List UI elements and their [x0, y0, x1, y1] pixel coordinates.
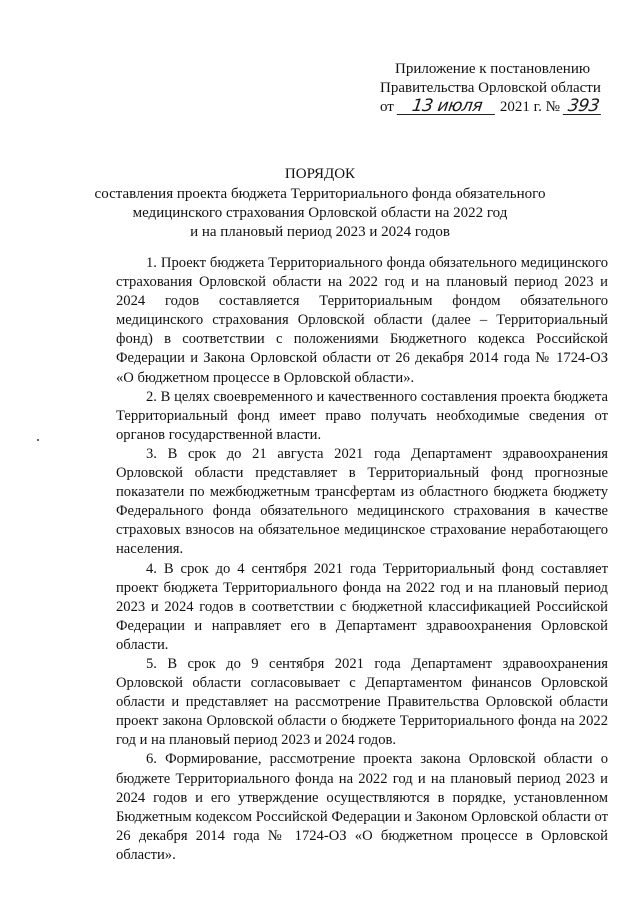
document-subtitle-line-3: и на плановый период 2023 и 2024 годов: [190, 224, 450, 240]
header-line-date-number: [378, 98, 618, 117]
paragraph-6: 6. Формирование, рассмотрение проекта закона Орловской области о бюджете Территориального фонда на 2022 год и на плановый период 2023 и 2024 годов и его утверждение осуществляются в порядке, установленном Бюджетным кодексом Российской Федерации и Законом Орловской области от 26 декабря 2014 года № 1724-ОЗ «О бюджетном процессе в Орловской области».: [116, 751, 608, 863]
paragraph-5: 5. В срок до 9 сентября 2021 года Департамент здравоохранения Орловской области согласовывает с Департаментом финансов Орловской области и представляет на рассмотрение Правительства Орловской области проект закона Орловской области о бюджете Территориального фонда на 2022 год и на плановый период 2023 и 2024 годов.: [116, 655, 608, 749]
appendix-header: [378, 60, 618, 117]
document-subtitle-line-2: медицинского страхования Орловской области на 2022 год: [132, 205, 508, 221]
header-line-government: Правительства Орловской области: [380, 80, 601, 96]
document-title-block: [0, 165, 640, 242]
paragraph-3: 3. В срок до 21 августа 2021 года Департамент здравоохранения Орловской области представляет в Территориальный фонд прогнозные показатели по межбюджетным трансфертам из областного бюджета бюджету Федерального фонда обязательного медицинского страхования в качестве страховых взносов на обязательное медицинское страхование неработающего населения.: [116, 445, 608, 558]
header-year-label: 2021 г. №: [499, 99, 560, 115]
header-line-appendix: Приложение к постановлению: [395, 61, 591, 77]
paragraph-4: 4. В срок до 4 сентября 2021 года Территориальный фонд составляет проект бюджета Территориального фонда на 2022 год и на плановый период 2023 и 2024 годов в соответствии с бюджетной классификацией Российской Федерации и направляет его в Департамент здравоохранения Орловской области.: [116, 560, 608, 653]
document-body: [116, 254, 608, 865]
paragraph-1: 1. Проект бюджета Территориального фонда обязательного медицинского страхования Орловской области на 2022 год и на плановый период 2023 и 2024 годов составляется Территориальным фондом обязательного медицинского страхования Орловской области (далее – Территориальный фонд) в соответствии с положениями Бюджетного кодекса Российской Федерации и Закона Орловской области от 26 декабря 2014 года № 1724-ОЗ «О бюджетном процессе в Орловской области».: [116, 255, 608, 386]
document-subtitle-line-1: составления проекта бюджета Территориального фонда обязательного: [94, 186, 546, 202]
handwritten-number: 393: [563, 98, 603, 115]
paragraph-2: 2. В целях своевременного и качественного составления проекта бюджета Территориальный фонд имеет право получать необходимые сведения от органов государственной власти.: [116, 388, 608, 443]
scan-dot-mark: [37, 439, 39, 441]
document-title: ПОРЯДОК: [284, 166, 356, 182]
header-from-label: от: [380, 99, 394, 115]
handwritten-date: 13 июля: [397, 98, 497, 115]
